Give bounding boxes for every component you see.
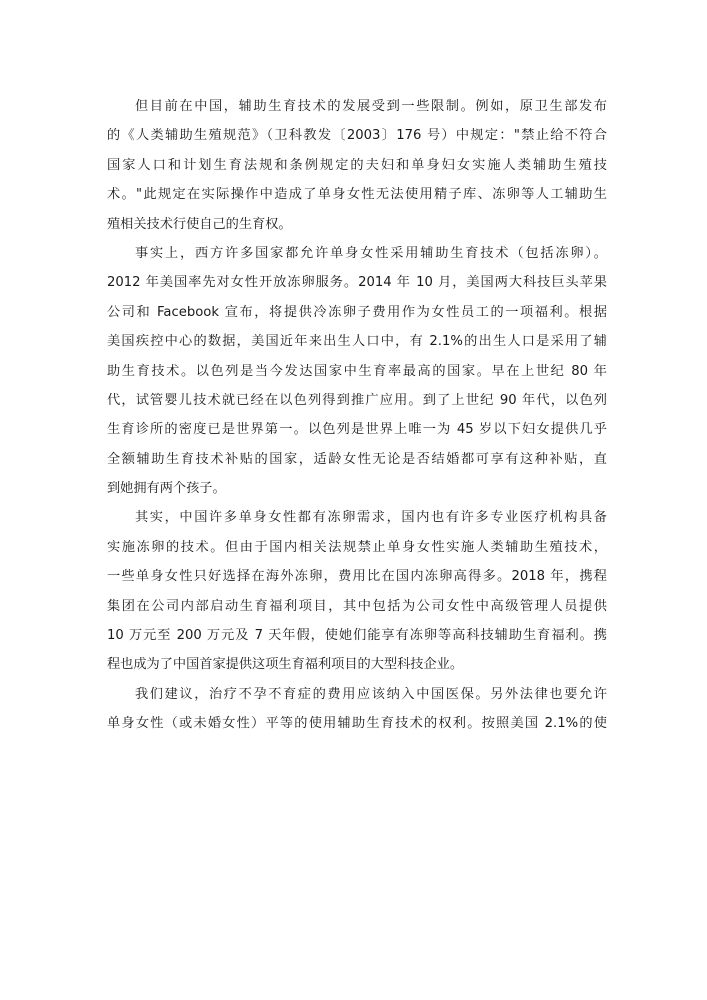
- paragraph-line: 术。"此规定在实际操作中造成了单身女性无法使用精子库、冻卵等人工辅助生: [107, 187, 607, 203]
- paragraph-line: 全额辅助生育技术补贴的国家，适龄女性无论是否结婚都可享有这种补贴，直: [107, 451, 607, 467]
- paragraph-line: 实施冻卵的技术。但由于国内相关法规禁止单身女性实施人类辅助生殖技术，: [107, 539, 607, 555]
- paragraph-3: [107, 503, 607, 679]
- paragraph-line: 助生育技术。以色列是当今发达国家中生育率最高的国家。早在上世纪 80 年: [107, 363, 607, 379]
- paragraph-4: [107, 680, 607, 739]
- paragraph-line: 一些单身女性只好选择在海外冻卵，费用比在国内冻卵高得多。2018 年，携程: [107, 569, 607, 585]
- paragraph-line: 公司和 Facebook 宣布，将提供冷冻卵子费用作为女性员工的一项福利。根据: [107, 304, 607, 320]
- paragraph-line: 单身女性（或未婚女性）平等的使用辅助生育技术的权利。按照美国 2.1%的使: [107, 716, 607, 732]
- paragraph-line: 到她拥有两个孩子。: [107, 481, 226, 497]
- paragraph-line: 事实上，西方许多国家都允许单身女性采用辅助生育技术（包括冻卵）。: [135, 245, 607, 261]
- paragraph-2: [107, 239, 607, 504]
- paragraph-line: 殖相关技术行使自己的生育权。: [107, 216, 292, 232]
- paragraph-line: 生育诊所的密度已是世界第一。以色列是世界上唯一为 45 岁以下妇女提供几乎: [107, 422, 607, 438]
- document-body: [107, 92, 607, 739]
- paragraph-line: 的《人类辅助生殖规范》（卫科教发〔2003〕176 号）中规定："禁止给不符合: [107, 128, 607, 144]
- paragraph-line: 美国疾控中心的数据，美国近年来出生人口中，有 2.1%的出生人口是采用了辅: [107, 334, 607, 350]
- paragraph-line: 其实，中国许多单身女性都有冻卵需求，国内也有许多专业医疗机构具备: [135, 510, 607, 526]
- paragraph-line: 但目前在中国，辅助生育技术的发展受到一些限制。例如，原卫生部发布: [135, 99, 607, 114]
- paragraph-line: 我们建议，治疗不孕不育症的费用应该纳入中国医保。另外法律也要允许: [135, 686, 607, 702]
- paragraph-line: 代，试管婴儿技术就已经在以色列得到推广应用。到了上世纪 90 年代，以色列: [107, 392, 607, 408]
- paragraph-line: 程也成为了中国首家提供这项生育福利项目的大型科技企业。: [107, 657, 464, 673]
- paragraph-line: 2012 年美国率先对女性开放冻卵服务。2014 年 10 月，美国两大科技巨头苹果: [107, 275, 607, 291]
- paragraph-line: 10 万元至 200 万元及 7 天年假，使她们能享有冻卵等高科技辅助生育福利。携: [107, 628, 607, 644]
- paragraph-line: 国家人口和计划生育法规和条例规定的夫妇和单身妇女实施人类辅助生殖技: [107, 157, 607, 173]
- paragraph-line: 集团在公司内部启动生育福利项目，其中包括为公司女性中高级管理人员提供: [107, 598, 607, 614]
- paragraph-1: [107, 92, 607, 239]
